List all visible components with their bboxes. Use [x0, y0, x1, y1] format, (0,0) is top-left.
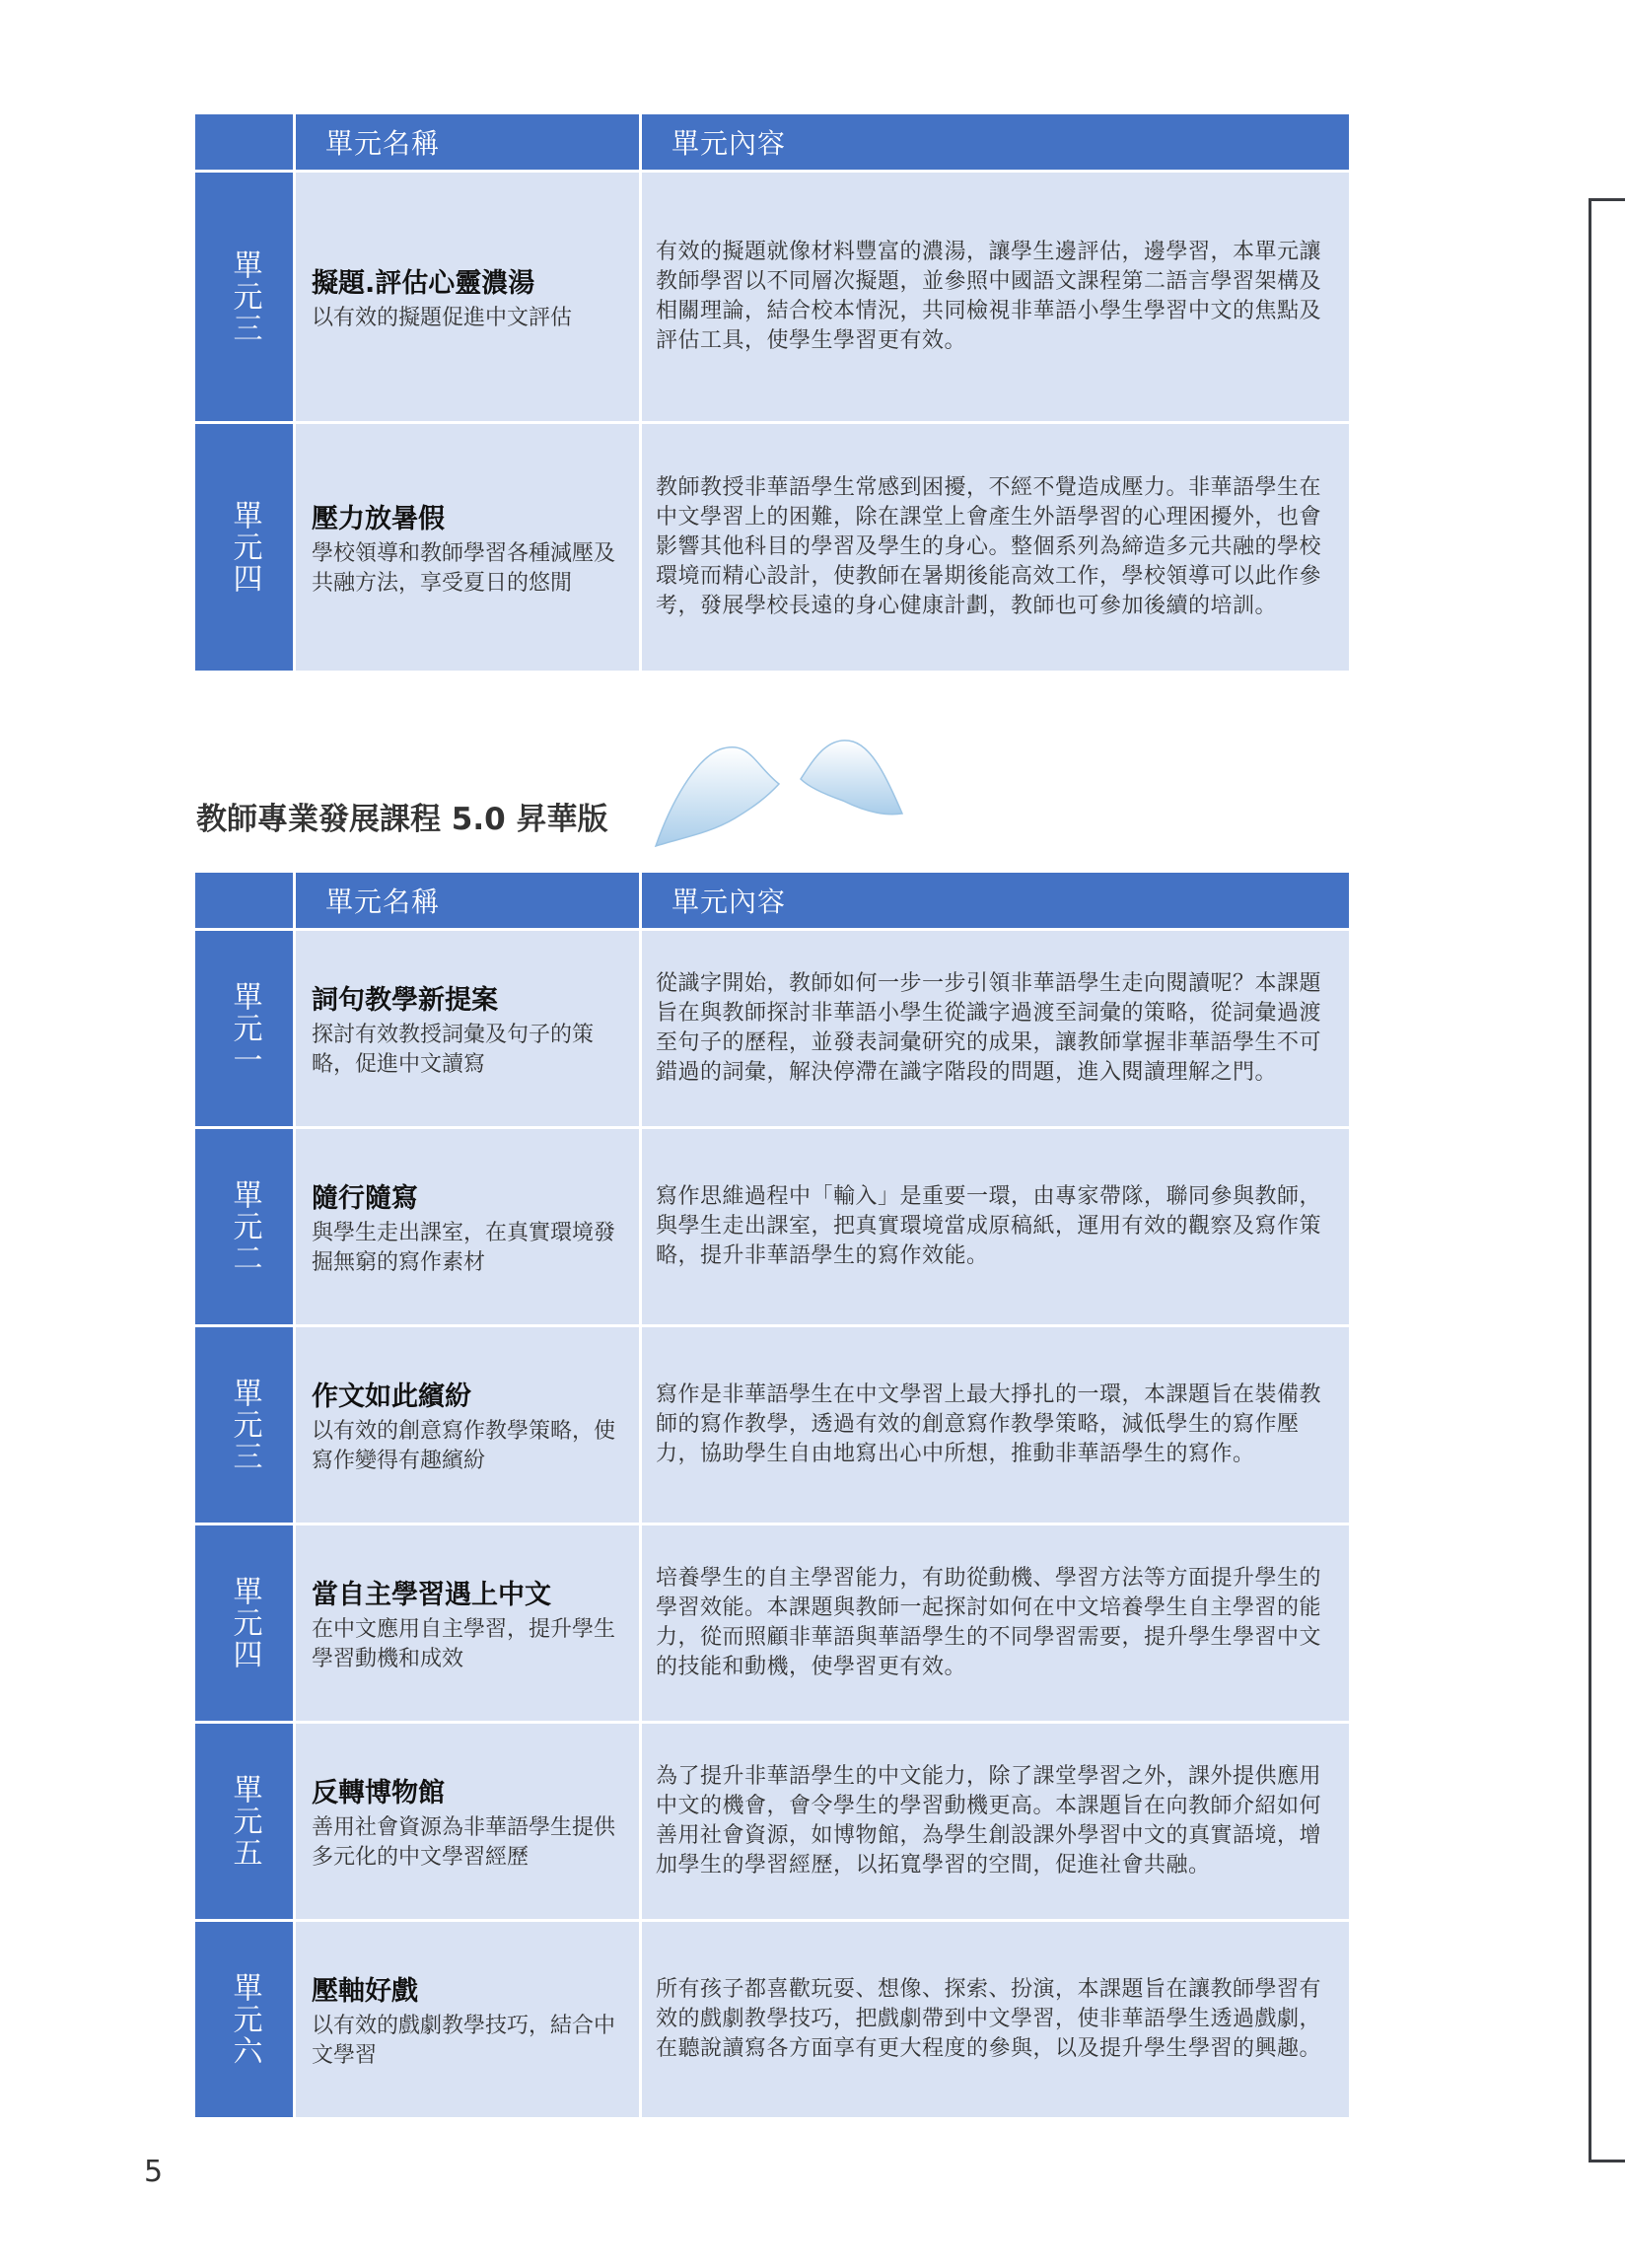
unit-title: 當自主學習遇上中文 [312, 1579, 551, 1610]
header-name-col [296, 114, 639, 170]
name-cell [296, 931, 639, 1126]
unit-subtitle: 學校領導和教師學習各種減壓及共融方法，享受夏日的悠閒 [312, 540, 616, 596]
table-header-row [195, 873, 1349, 928]
table-row [195, 1129, 1349, 1324]
content-cell [642, 1327, 1349, 1523]
name-cell [296, 424, 639, 671]
header-content-label: 單元內容 [671, 886, 787, 918]
unit-subtitle: 與學生走出課室，在真實環境發掘無窮的寫作素材 [312, 1220, 616, 1275]
unit-subtitle: 以有效的擬題促進中文評估 [312, 305, 573, 330]
unit-title: 壓力放暑假 [312, 503, 445, 534]
table-row [195, 1327, 1349, 1523]
course-table-2 [192, 870, 1352, 2120]
unit-title: 作文如此繽紛 [312, 1381, 471, 1412]
unit-title: 反轉博物館 [312, 1777, 445, 1808]
name-cell [296, 1129, 639, 1324]
name-cell [296, 1922, 639, 2117]
unit-label: 單元四 [227, 1576, 262, 1670]
unit-cell [195, 1327, 293, 1523]
page-frame-line [1589, 198, 1625, 2162]
unit-content: 教師教授非華語學生常感到困擾，不經不覺造成壓力。非華語學生在中文學習上的困難，除在課堂上會產生外語學習的心理困擾外，也會影響其他科目的學習及學生的身心。整個系列為締造多元共融的學校環境而精心設計，使教師在暑期後能高效工作，學校領導可以此作參考，發展學校長遠的身心健康計劃，教師也可參加後續的培訓。 [656, 475, 1322, 618]
unit-label: 單元一 [227, 981, 262, 1076]
header-name-label: 單元名稱 [325, 127, 441, 160]
header-unit-col [195, 873, 293, 928]
name-cell [296, 173, 639, 421]
unit-subtitle: 以有效的戲劇教學技巧，結合中文學習 [312, 2013, 616, 2068]
name-cell [296, 1525, 639, 1721]
table-row [195, 931, 1349, 1126]
unit-content: 寫作是非華語學生在中文學習上最大掙扎的一環，本課題旨在裝備教師的寫作教學，透過有效的創意寫作教學策略，減低學生的寫作壓力，協助學生自由地寫出心中所想，推動非華語學生的寫作。 [656, 1382, 1322, 1466]
table-row [195, 1724, 1349, 1919]
unit-cell [195, 424, 293, 671]
content-cell [642, 1922, 1349, 2117]
unit-content: 有效的擬題就像材料豐富的濃湯，讓學生邊評估，邊學習，本單元讓教師學習以不同層次擬題，並參照中國語文課程第二語言學習架構及相關理論，結合校本情況，共同檢視非華語小學生學習中文的焦點及評估工具，使學生學習更有效。 [656, 240, 1322, 353]
content-cell [642, 931, 1349, 1126]
section-title: 教師專業發展課程 5.0 昇華版 [196, 802, 608, 837]
unit-title: 詞句教學新提案 [312, 984, 498, 1016]
unit-cell [195, 1724, 293, 1919]
unit-label: 單元六 [227, 1972, 262, 2067]
unit-title: 壓軸好戲 [312, 1975, 418, 2007]
unit-content: 寫作思維過程中「輸入」是重要一環，由專家帶隊，聯同參與教師，與學生走出課室，把真實環境當成原稿紙，運用有效的觀察及寫作策略，提升非華語學生的寫作效能。 [656, 1184, 1322, 1268]
unit-subtitle: 善用社會資源為非華語學生提供多元化的中文學習經歷 [312, 1814, 616, 1870]
header-unit-col [195, 114, 293, 170]
unit-label: 單元三 [227, 1378, 262, 1472]
unit-label: 單元五 [227, 1774, 262, 1869]
table-row [195, 1922, 1349, 2117]
header-content-col [642, 114, 1349, 170]
unit-content: 培養學生的自主學習能力，有助從動機、學習方法等方面提升學生的學習效能。本課題與教師一起探討如何在中文培養學生自主學習的能力，從而照顧非華語與華語學生的不同學習需要，提升學生學習中文的技能和動機，使學習更有效。 [656, 1566, 1322, 1679]
content-cell [642, 424, 1349, 671]
unit-content: 從識字開始，教師如何一步一步引領非華語學生走向閱讀呢？本課題旨在與教師探討非華語小學生從識字過渡至詞彙的策略，從詞彙過渡至句子的歷程，並發表詞彙研究的成果，讓教師掌握非華語學生不可錯過的詞彙，解決停滯在識字階段的問題，進入閱讀理解之門。 [656, 971, 1322, 1085]
unit-title: 隨行隨寫 [312, 1182, 418, 1214]
page-number: 5 [144, 2155, 164, 2189]
unit-subtitle: 探討有效教授詞彙及句子的策略，促進中文讀寫 [312, 1022, 595, 1077]
unit-subtitle: 以有效的創意寫作教學策略，使寫作變得有趣繽紛 [312, 1418, 616, 1473]
unit-label: 單元二 [227, 1179, 262, 1274]
unit-title: 擬題.評估心靈濃湯 [312, 267, 535, 299]
header-name-label: 單元名稱 [325, 886, 441, 918]
table-row [195, 173, 1349, 421]
unit-content: 所有孩子都喜歡玩耍、想像、探索、扮演，本課題旨在讓教師學習有效的戲劇教學技巧，把戲劇帶到中文學習，使非華語學生透過戲劇，在聽說讀寫各方面享有更大程度的參與，以及提升學生學習的興趣。 [656, 1977, 1322, 2061]
table-row [195, 1525, 1349, 1721]
unit-label: 單元四 [227, 500, 262, 595]
unit-cell [195, 173, 293, 421]
header-content-label: 單元內容 [671, 127, 787, 160]
name-cell [296, 1327, 639, 1523]
unit-cell [195, 1129, 293, 1324]
content-cell [642, 1525, 1349, 1721]
angel-wings-icon [651, 730, 907, 848]
content-cell [642, 173, 1349, 421]
table-header-row [195, 114, 1349, 170]
content-cell [642, 1724, 1349, 1919]
header-content-col [642, 873, 1349, 928]
unit-cell [195, 1525, 293, 1721]
header-name-col [296, 873, 639, 928]
unit-cell [195, 931, 293, 1126]
unit-label: 單元三 [227, 249, 262, 344]
course-table-1 [192, 111, 1352, 673]
unit-cell [195, 1922, 293, 2117]
unit-subtitle: 在中文應用自主學習，提升學生學習動機和成效 [312, 1616, 616, 1671]
name-cell [296, 1724, 639, 1919]
content-cell [642, 1129, 1349, 1324]
unit-content: 為了提升非華語學生的中文能力，除了課堂學習之外，課外提供應用中文的機會，會令學生的學習動機更高。本課題旨在向教師介紹如何善用社會資源，如博物館，為學生創設課外學習中文的真實語境，增加學生的學習經歷，以拓寬學習的空間，促進社會共融。 [656, 1764, 1322, 1878]
table-row [195, 424, 1349, 671]
